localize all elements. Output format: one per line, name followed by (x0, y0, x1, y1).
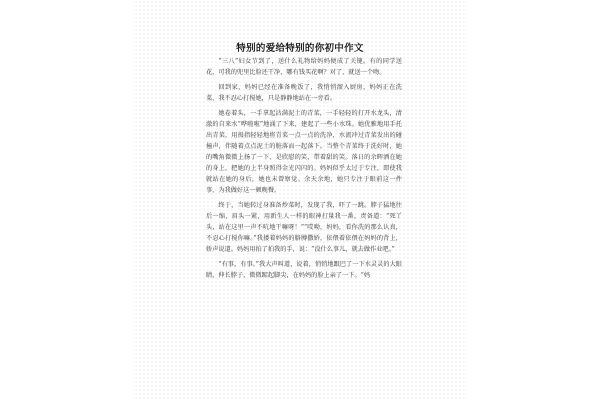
paragraph-3: 她卷着头，一手拿起沾满泥土的青菜，一手轻轻的打开水龙头，清澈的自来水“哗啦啦”地涌了下来，建起了一些小水珠。她优雅地用手托出青菜，用拇指轻轻地将青菜一点一点的洗净，水流冲过青菜发出的碰撞声，伴随着点点泥土的脏落而一起落下。当整个青菜终于洗好时，她的嘴角微微上扬了一下，是欣慰的笑，带着甜的笑。落日的余晖洒在她的身上，把她的上半身照得金光闪闪的。妈妈似乎太过于专注，即使我就站在她的身后，她也未曾察觉。余天余地，她只专注于眼前这一件事，为我做好这一顿晚餐。 (206, 110, 402, 194)
document-body (206, 56, 402, 285)
paragraph-4: 终于，当她转过身准备炒菜时，发现了我，吓了一跳。脖子猛地往后一缩，眉头一紧，用新生人一样的眼神打量我一番，责备道：“死丫头，站在这里一声不吭地干嘛呀！”“哎呦，妈妈，看你洗的那么认真，不忍心打搅你嘛。”我搂着妈妈的胳膊撒娇，依偎着依偎在妈妈的背上，娇声说道。妈妈用拍了拍我的手，说：“没什么事儿，就去做作业吧。” (206, 202, 402, 253)
paragraph-2: 回到家，妈妈已经在准备晚饭了，我悄悄溜入厨房，妈妈正在洗菜，我不忍心打搅她，只是静静地站在一旁看。 (206, 84, 402, 102)
document-title: 特别的爱给特别的你初中作文 (236, 43, 364, 54)
document-page (134, 0, 466, 400)
paragraph-5: “有事，有事。”我大声叫道，说着，悄悄地跟巴了一下水灵灵的大眼睛，伸长脖子，微微踮起脚尖，在妈妈的脸上亲了一下。“妈 (206, 261, 402, 279)
paragraph-1: “三八”妇女节到了，送什么礼物给妈妈便成了关键。有的同学送花，可我的兜里比脸还干净，哪有钱买花啊？对了，就送一个吻。 (206, 58, 402, 76)
